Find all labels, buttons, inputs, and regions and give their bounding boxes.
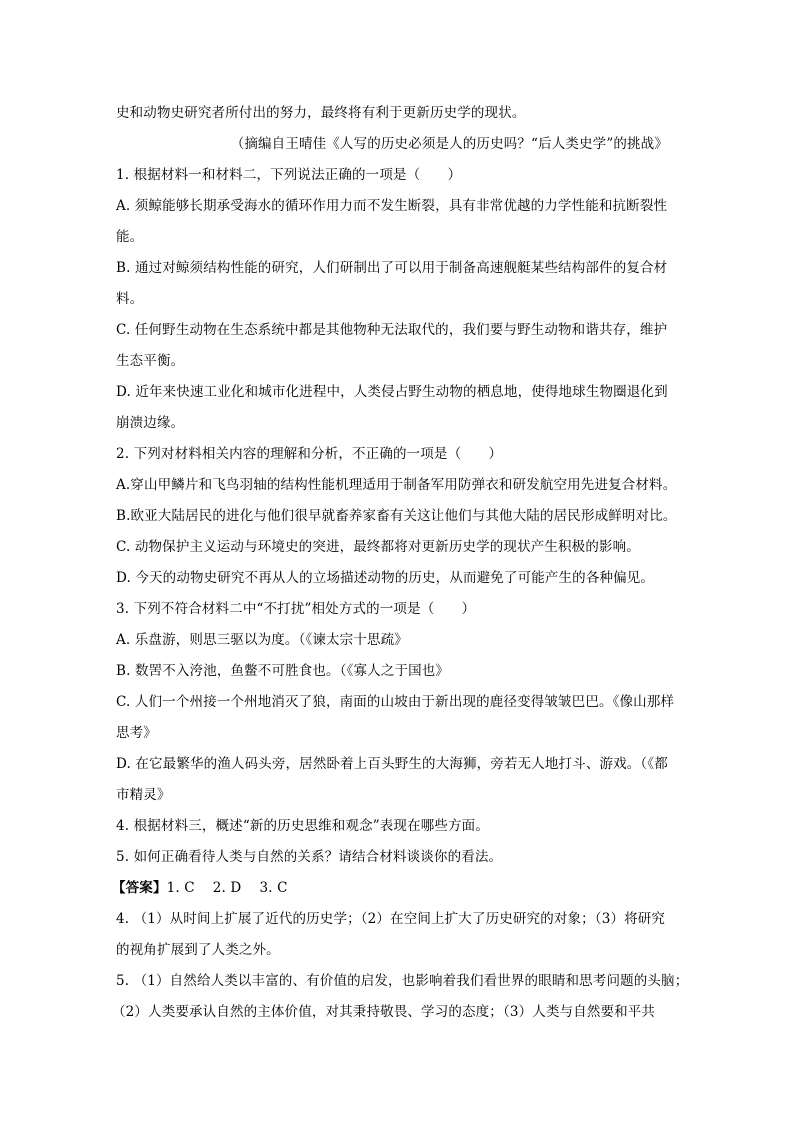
option-3c-cont: 思考》 <box>116 725 157 741</box>
answer-line <box>112 879 678 897</box>
question-3: 3. 下列不符合材料二中“不打扰”相处方式的一项是（ ） <box>116 601 476 617</box>
option-3d-cont: 市精灵》 <box>116 787 171 803</box>
option-1b: B. 通过对鲸须结构性能的研究，人们研制出了可以用于制备高速舰艇某些结构部件的复合材 <box>116 260 668 276</box>
source-citation: （摘编自王晴佳《人写的历史必须是人的历史吗？“后人类史学”的挑战》 <box>230 136 668 152</box>
option-1b-cont: 料。 <box>116 291 144 307</box>
answer-4: 4. （1）从时间上扩展了近代的历史学；（2）在空间上扩大了历史研究的对象；（3）将研究 <box>116 911 666 927</box>
option-2b: B.欧亚大陆居民的进化与他们很早就畜养家畜有关这让他们与其他大陆的居民形成鲜明对比。 <box>116 508 677 524</box>
option-3c: C. 人们一个州接一个州地消灭了狼，南面的山坡由于新出现的鹿径变得皱皱巴巴。《像山那样 <box>116 694 675 710</box>
answer-text: 1. C 2. D 3. C <box>166 880 288 896</box>
question-4: 4. 根据材料三，概述“新的历史思维和观念”表现在哪些方面。 <box>116 818 489 834</box>
option-2a: A.穿山甲鳞片和飞鸟羽轴的结构性能机理适用于制备军用防弹衣和研发航空用先进复合材料。 <box>116 477 677 493</box>
option-2c: C. 动物保护主义运动与环境史的突进，最终都将对更新历史学的现状产生积极的影响。 <box>116 539 640 555</box>
question-1: 1. 根据材料一和材料二，下列说法正确的一项是（ ） <box>116 167 462 183</box>
option-1c-cont: 生态平衡。 <box>116 353 185 369</box>
answer-5: 5. （1）自然给人类以丰富的、有价值的启发，也影响着我们看世界的眼睛和思考问题的头脑； <box>116 973 689 989</box>
option-1a-cont: 能。 <box>116 229 144 245</box>
answer-4-cont: 的视角扩展到了人类之外。 <box>116 942 280 958</box>
answer-label: 【答案】 <box>112 880 167 896</box>
option-3d: D. 在它最繁华的渔人码头旁，居然卧着上百头野生的大海狮，旁若无人地打斗、游戏。（《都 <box>116 756 668 772</box>
question-5: 5. 如何正确看待人类与自然的关系？请结合材料谈谈你的看法。 <box>116 849 503 865</box>
option-1c: C. 任何野生动物在生态系统中都是其他物种无法取代的，我们要与野生动物和谐共存，维护 <box>116 322 668 338</box>
question-2: 2. 下列对材料相关内容的理解和分析，不正确的一项是（ ） <box>116 446 503 462</box>
option-1d: D. 近年来快速工业化和城市化进程中，人类侵占野生动物的栖息地，使得地球生物圈退化到 <box>116 384 668 400</box>
option-2d: D. 今天的动物史研究不再从人的立场描述动物的历史，从而避免了可能产生的各种偏见。 <box>116 570 655 586</box>
option-3a: A. 乐盘游，则思三驱以为度。（《谏太宗十思疏》 <box>116 632 408 648</box>
passage-ending: 史和动物史研究者所付出的努力，最终将有利于更新历史学的现状。 <box>116 105 526 121</box>
option-1a: A. 须鲸能够长期承受海水的循环作用力而不发生断裂，具有非常优越的力学性能和抗断裂性 <box>116 198 668 214</box>
option-3b: B. 数罟不入洿池，鱼鳖不可胜食也。（《寡人之于国也》 <box>116 663 450 679</box>
answer-5-cont: （2）人类要承认自然的主体价值，对其秉持敬畏、学习的态度；（3）人类与自然要和平共 <box>112 1004 656 1020</box>
option-1d-cont: 崩溃边缘。 <box>116 415 185 431</box>
